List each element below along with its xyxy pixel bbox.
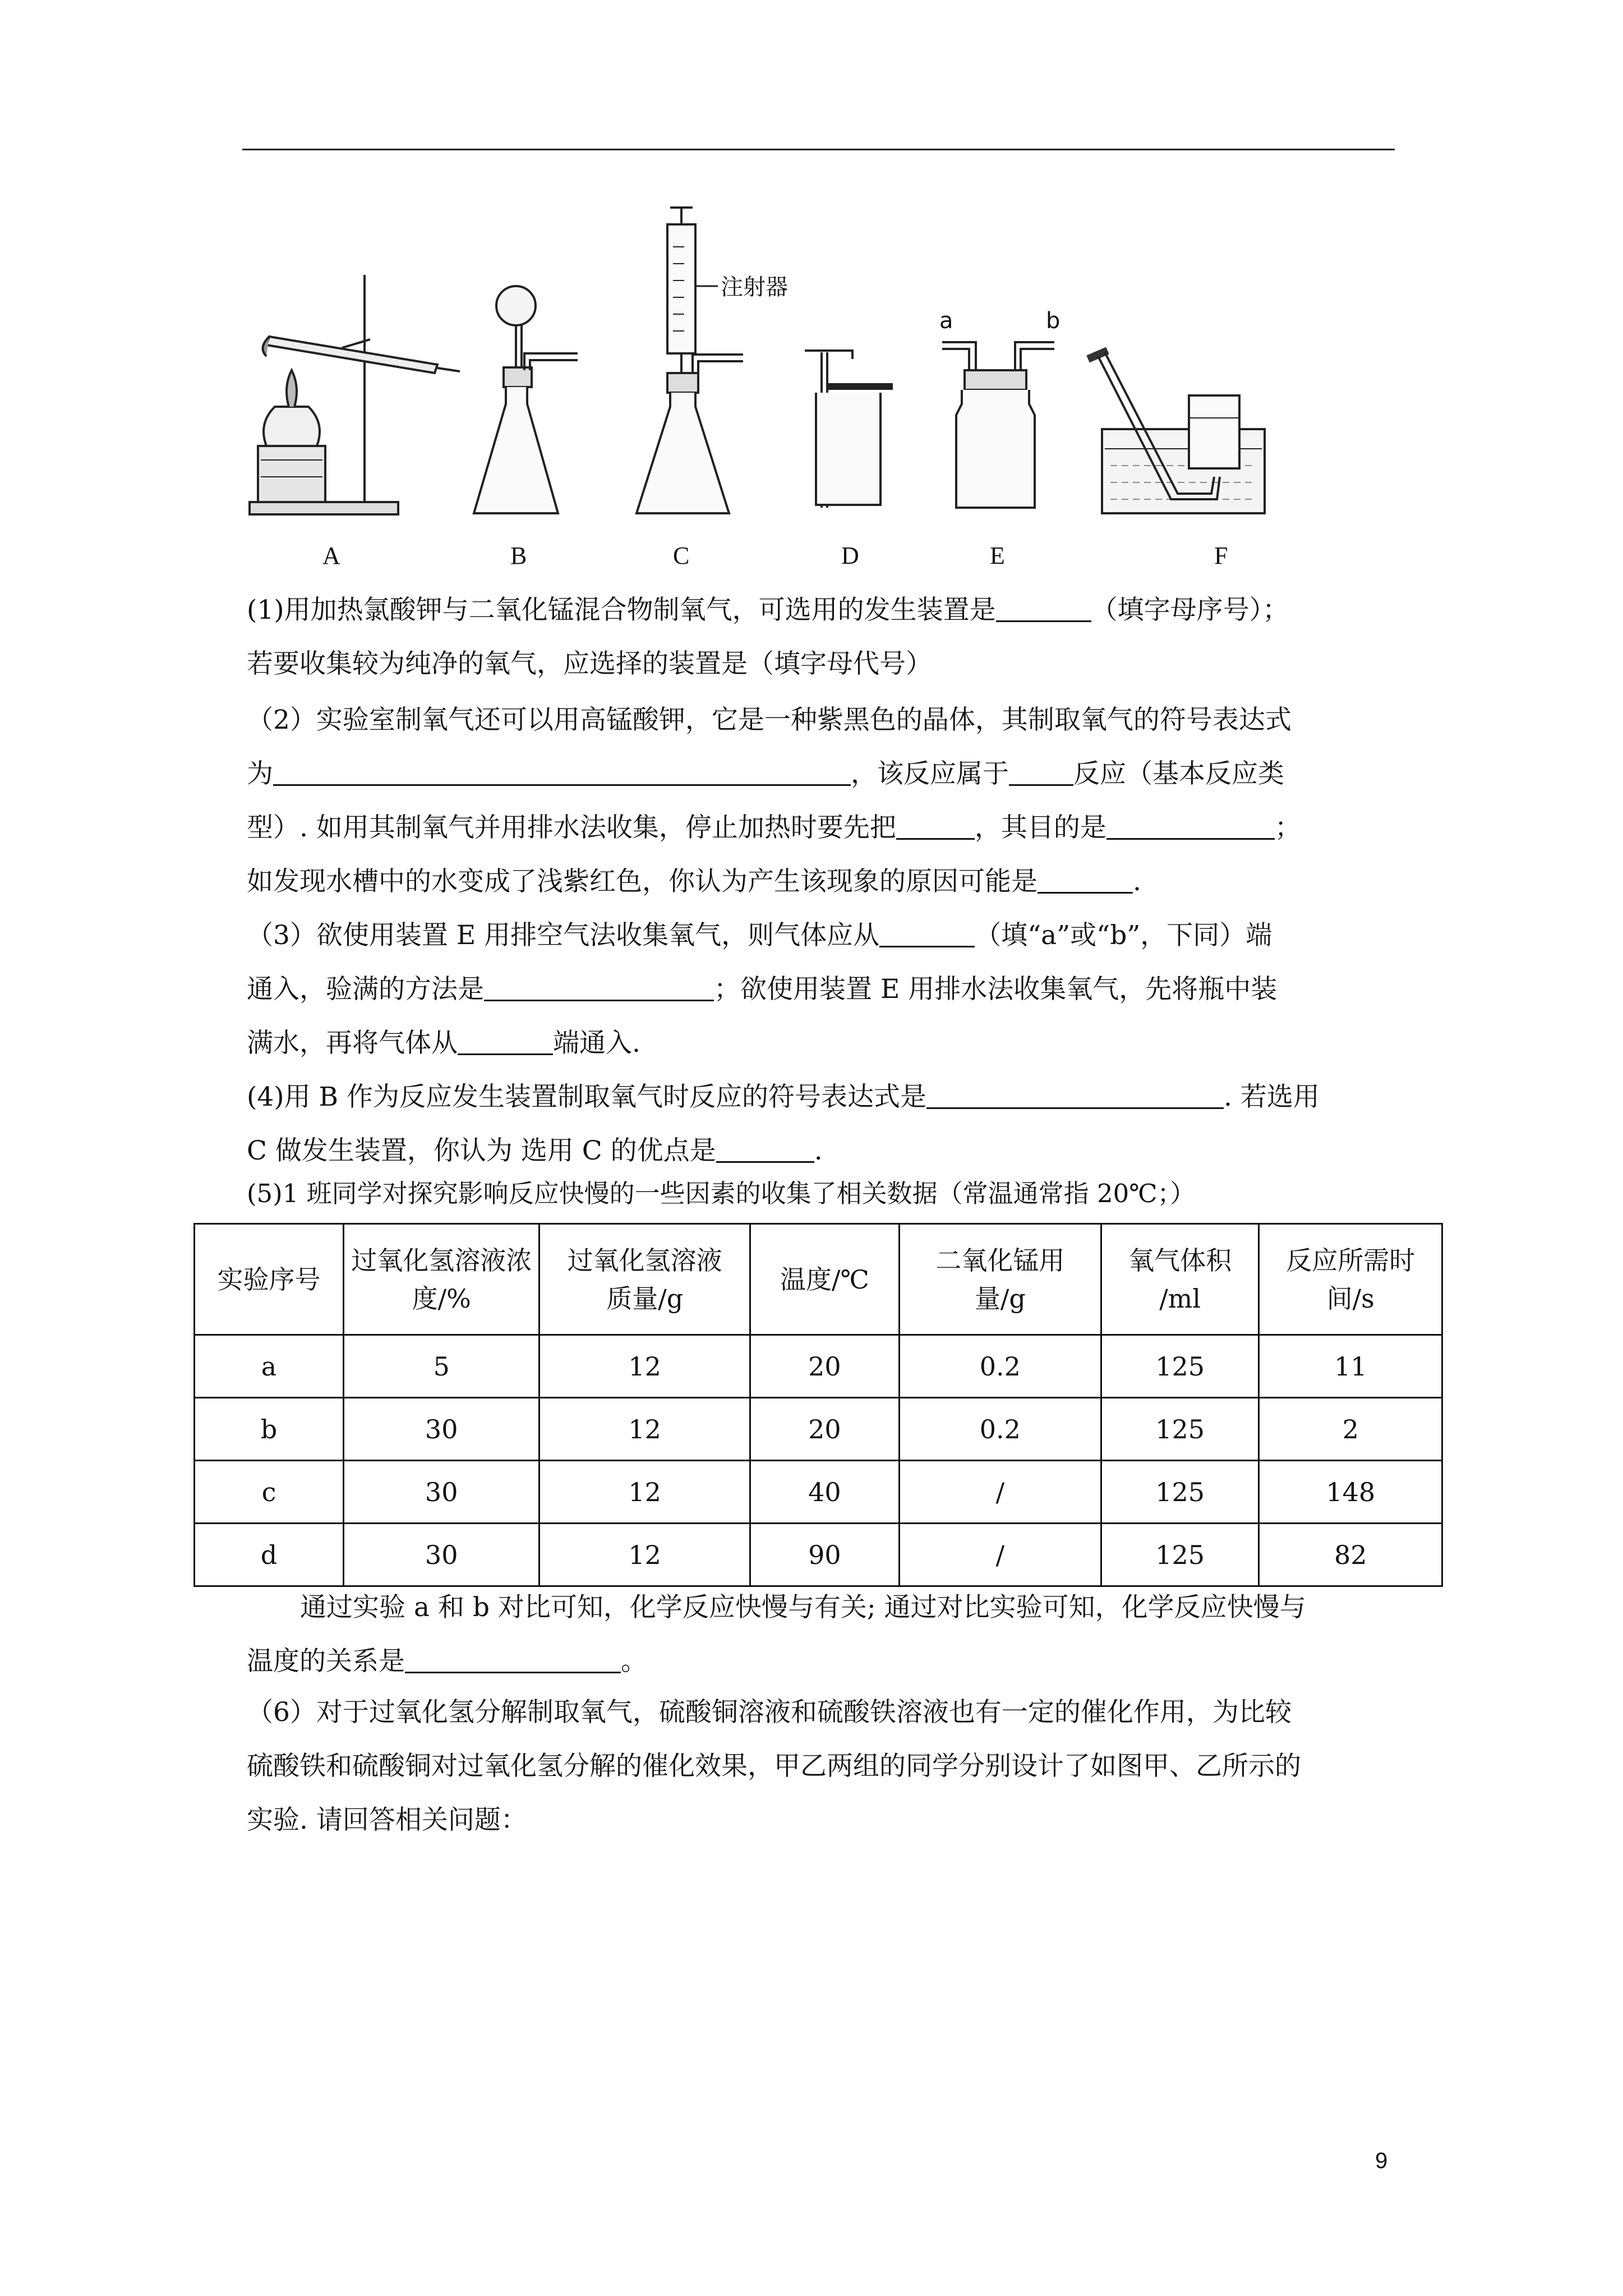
header-cell: 温度/℃	[750, 1224, 899, 1335]
apparatus-b	[474, 286, 578, 569]
table-cell: 125	[1101, 1335, 1259, 1398]
header-cell: 氧气体积 /ml	[1101, 1224, 1259, 1335]
q2-purpose-blank[interactable]	[1106, 815, 1275, 840]
table-cell: d	[195, 1524, 344, 1586]
q3-line2	[247, 963, 1402, 1016]
q1-line1	[247, 583, 1402, 637]
q5-conclusion	[247, 1581, 1402, 1688]
q2-line2	[247, 747, 1402, 801]
header-cell: 过氧化氢溶液浓 度/%	[343, 1224, 539, 1335]
label-e: E	[990, 542, 1005, 569]
q3-text-b: （填“a”或“b”，下同）端	[975, 920, 1272, 951]
table-cell: 12	[540, 1398, 750, 1461]
header-cell: 反应所需时 间/s	[1259, 1224, 1442, 1335]
q3-text-d: ；欲使用装置 E 用排水法收集氧气，先将瓶中装	[714, 974, 1278, 1005]
q4-text-b: . 若选用	[1224, 1082, 1320, 1112]
table-cell: 125	[1101, 1524, 1259, 1586]
table-cell: 5	[343, 1335, 539, 1398]
q4-advantage-blank[interactable]	[716, 1138, 814, 1163]
q6-line3: 实验. 请回答相关问题：	[247, 1805, 527, 1835]
q2-text-d: 型）. 如用其制氧气并用排水法收集，停止加热时要先把	[247, 812, 896, 843]
table-cell: 12	[540, 1335, 750, 1398]
header-cell: 二氧化锰用 量/g	[899, 1224, 1101, 1335]
table-cell: 0.2	[899, 1335, 1101, 1398]
q3-text-e: 满水，再将气体从	[247, 1028, 458, 1059]
q2-cause-blank[interactable]	[1038, 868, 1133, 894]
q3-line3	[247, 1016, 1402, 1070]
q2-text-a: 为	[247, 758, 273, 789]
table-cell: 30	[343, 1461, 539, 1524]
apparatus-c	[637, 208, 788, 569]
label-b: B	[510, 542, 527, 569]
label-f: F	[1214, 542, 1228, 569]
apparatus-a	[250, 275, 460, 569]
q5-conclusion-line2	[247, 1635, 1402, 1688]
q3-check-full-blank[interactable]	[484, 976, 714, 1001]
label-a: A	[322, 542, 340, 569]
table-cell: 30	[343, 1524, 539, 1586]
q6-line2: 硫酸铁和硫酸铜对过氧化氢分解的催化效果，甲乙两组的同学分别设计了如图甲、乙所示的	[247, 1751, 1301, 1782]
q5-conclusion-line1: 通过实验 a 和 b 对比可知，化学反应快慢与有关; 通过对比实验可知，化学反应快慢与	[300, 1592, 1306, 1623]
table-cell: 12	[540, 1524, 750, 1586]
question-4	[247, 1070, 1402, 1178]
q6-line1: （6）对于过氧化氢分解制取氧气，硫酸铜溶液和硫酸铁溶液也有一定的催化作用，为比较	[247, 1697, 1292, 1728]
q5-text-b: 。	[621, 1646, 647, 1677]
table-cell: 40	[750, 1461, 899, 1524]
header-cell: 实验序号	[195, 1224, 344, 1335]
table-cell: 148	[1259, 1461, 1442, 1524]
table-cell: a	[195, 1335, 344, 1398]
q2-reaction-type-blank[interactable]	[1009, 761, 1073, 786]
header-rule	[242, 149, 1395, 150]
q4-equation-blank[interactable]	[926, 1084, 1224, 1109]
q3-text-f: 端通入.	[553, 1028, 640, 1059]
q2-text-e: ，其目的是	[974, 812, 1106, 843]
apparatus-f	[1088, 351, 1265, 569]
table-cell: /	[899, 1461, 1101, 1524]
table-cell: 82	[1259, 1524, 1442, 1586]
q2-text-h: .	[1133, 866, 1141, 897]
q3-line1	[247, 909, 1402, 963]
apparatus-e	[939, 308, 1060, 569]
q2-text-c: 反应（基本反应类	[1073, 758, 1284, 789]
table-cell: 20	[750, 1335, 899, 1398]
q3-water-port-blank[interactable]	[458, 1030, 553, 1055]
experiment-table	[193, 1223, 1443, 1587]
q3-port-blank[interactable]	[879, 922, 975, 947]
table-cell: c	[195, 1461, 344, 1524]
syringe-label: 注射器	[721, 274, 788, 300]
table-cell: 12	[540, 1461, 750, 1524]
table-cell: 90	[750, 1524, 899, 1586]
table-cell: b	[195, 1398, 344, 1461]
apparatus-figure	[236, 202, 1346, 583]
table-cell: 2	[1259, 1398, 1442, 1461]
question-3	[247, 909, 1402, 1070]
port-a-label: a	[939, 308, 953, 334]
q2-line4	[247, 855, 1402, 909]
q2-line3	[247, 801, 1402, 855]
table-cell: 0.2	[899, 1398, 1101, 1461]
q4-text-a: (4)用 B 作为反应发生装置制取氧气时反应的符号表达式是	[247, 1082, 926, 1112]
table-cell: 20	[750, 1398, 899, 1461]
table-cell: /	[899, 1524, 1101, 1586]
label-c: C	[673, 542, 690, 569]
header-cell: 过氧化氢溶液 质量/g	[540, 1224, 750, 1335]
table-header-row	[195, 1224, 1442, 1335]
q1-blank[interactable]	[996, 597, 1091, 622]
table-cell: 125	[1101, 1398, 1259, 1461]
page-number: 9	[1375, 2148, 1388, 2173]
q2-line1: （2）实验室制氧气还可以用高锰酸钾，它是一种紫黑色的晶体，其制取氧气的符号表达式	[247, 705, 1292, 735]
q1-line2: 若要收集较为纯净的氧气，应选择的装置是（填字母代号）	[247, 648, 932, 679]
table-cell: 30	[343, 1398, 539, 1461]
table-row	[195, 1398, 1442, 1461]
q2-text-f: ；	[1274, 812, 1301, 843]
table-row	[195, 1524, 1442, 1586]
question-2	[247, 693, 1402, 909]
table-row	[195, 1461, 1442, 1524]
q3-text-c: 通入，验满的方法是	[247, 974, 484, 1005]
q4-text-c: C 做发生装置，你认为 选用 C 的优点是	[247, 1135, 716, 1166]
question-6	[247, 1686, 1402, 1847]
q2-equation-blank[interactable]	[273, 761, 851, 786]
port-b-label: b	[1046, 308, 1061, 334]
apparatus-d	[805, 351, 892, 569]
q2-text-g: 如发现水槽中的水变成了浅紫红色，你认为产生该现象的原因可能是	[247, 866, 1038, 897]
q2-text-b: ，该反应属于	[851, 758, 1009, 789]
table-cell: 11	[1259, 1335, 1442, 1398]
label-d: D	[841, 542, 859, 569]
q4-line1	[247, 1070, 1402, 1124]
q1-text-b: （填字母序号）；	[1091, 595, 1289, 625]
table-cell: 125	[1101, 1461, 1259, 1524]
q5-text-a: 温度的关系是	[247, 1646, 405, 1677]
q5-intro: (5)1 班同学对探究影响反应快慢的一些因素的收集了相关数据（常温通常指 20℃；）	[247, 1179, 1196, 1208]
q4-text-d: .	[814, 1135, 823, 1166]
table-row	[195, 1335, 1442, 1398]
q1-text-a: (1)用加热氯酸钾与二氧化锰混合物制氧气，可选用的发生装置是	[247, 595, 996, 625]
q3-text-a: （3）欲使用装置 E 用排空气法收集氧气，则气体应从	[247, 920, 880, 951]
q5-relation-blank[interactable]	[405, 1648, 621, 1673]
question-1	[247, 583, 1402, 691]
q2-first-step-blank[interactable]	[896, 815, 975, 840]
